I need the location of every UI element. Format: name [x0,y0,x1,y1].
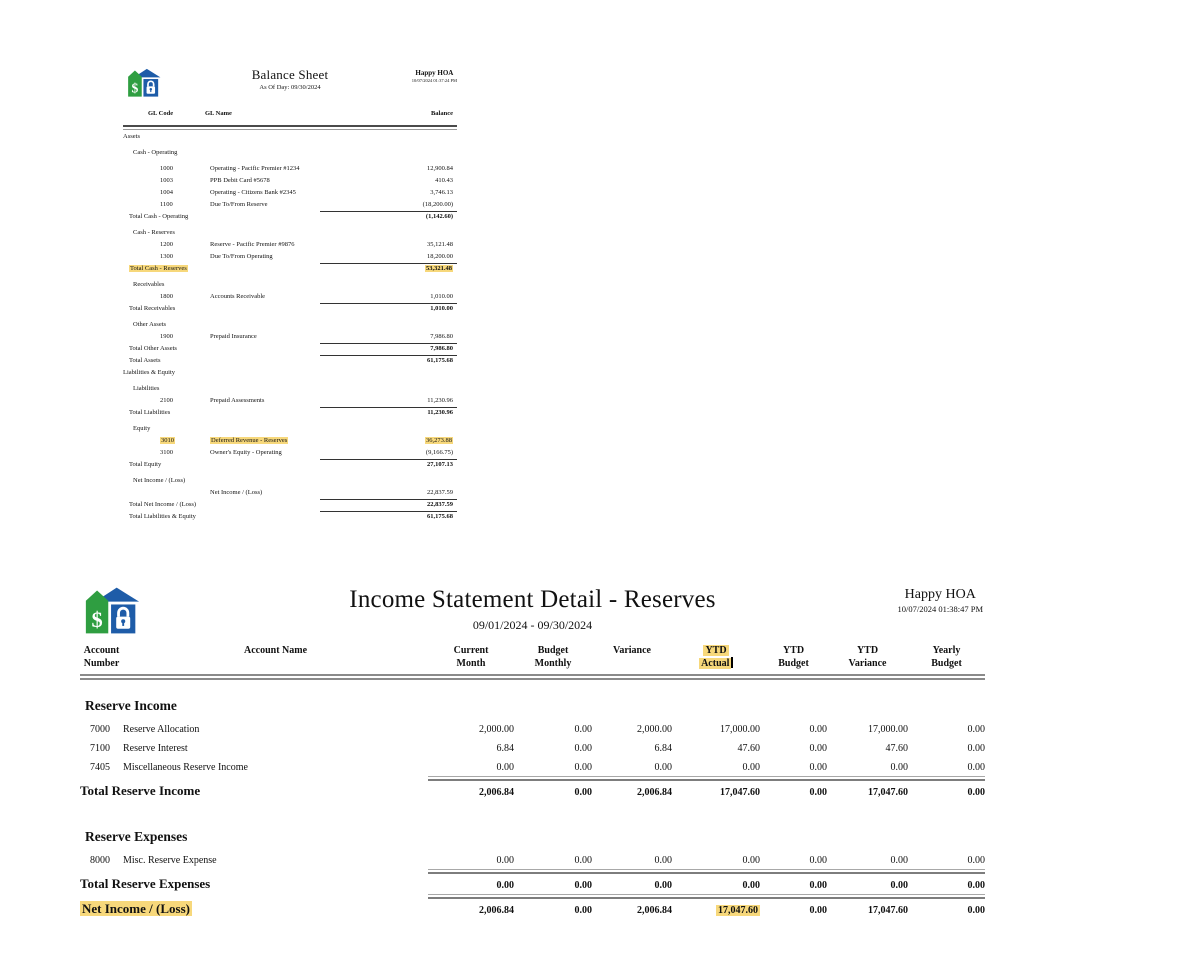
spacer [80,680,985,696]
is-column-header-line: YTD [856,645,879,656]
bs-balance-value: 11,230.96 [427,397,453,404]
bs-account-row [123,186,457,198]
amount-cell: 17,000.00 [868,724,908,735]
total-label: Total Reserve Expenses [80,876,211,891]
bs-row-label: Total Equity [129,461,162,468]
amount-cell: 6.84 [496,743,514,754]
amount-cell: 0.00 [574,724,592,735]
bs-total-rule [320,303,457,304]
total-amount-cell: 0.00 [742,880,760,891]
bs-balance-value: 1,010.00 [430,293,453,300]
net-income-amount-cell: 0.00 [809,905,827,916]
bs-gl-name: Owner's Equity - Operating [210,449,282,456]
text-caret [731,657,733,668]
bs-row-label: Cash - Reserves [133,229,175,236]
bs-gl-code [160,437,175,444]
amount-cell: 0.00 [890,855,908,866]
bs-row-label: Net Income / (Loss) [133,477,186,484]
net-income-amount-cell: 2,006.84 [479,905,514,916]
bs-row-label: Total Cash - Operating [129,213,189,220]
bs-row-label: Total Other Assets [129,345,177,352]
amount-cell: 6.84 [654,743,672,754]
amount-cell: 0.00 [654,762,672,773]
bs-gl-code: 1900 [160,333,173,340]
bs-row-label [129,265,188,272]
bs-total-rule [320,355,457,356]
bs-gl-code: 1000 [160,165,173,172]
bs-balance-value: 18,200.00 [427,253,453,260]
is-column-header-line: Account [83,645,120,656]
is-column-header-line: Month [456,658,486,669]
bs-gl-code: 1300 [160,253,173,260]
bs-gl-name: Accounts Receivable [210,293,266,300]
bs-total-rule [320,459,457,460]
search-highlight: Total Cash - Reserves [130,265,187,272]
income-statement-title-block [80,586,985,633]
bs-gl-code: 1800 [160,293,173,300]
amount-cell: 2,000.00 [479,724,514,735]
net-income-amount-cell: 2,006.84 [637,905,672,916]
bs-balance-value: 27,107.13 [427,461,453,468]
total-amount-cell: 0.00 [890,880,908,891]
bs-balance-value: 7,986.80 [430,345,453,352]
amount-cell: 17,000.00 [720,724,760,735]
bs-gl-code: 1004 [160,189,173,196]
total-amount-cell: 0.00 [654,880,672,891]
amount-cell: 0.00 [574,743,592,754]
search-highlight: Deferred Revenue - Reserves [211,437,288,444]
bs-balance-value: 12,900.84 [427,165,453,172]
report-timestamp: 10/07/2024 01:37:24 PM [411,78,457,83]
svg-text:$: $ [91,606,103,632]
bs-row-label: Total Liabilities & Equity [129,513,196,520]
is-column-header [123,642,428,670]
bs-col-gl-code: GL Code [148,110,174,117]
is-column-header-line: Budget [537,645,569,656]
income-statement-document [80,584,985,918]
income-statement-period: 09/01/2024 - 09/30/2024 [472,618,593,632]
bs-total-rule [320,407,457,408]
is-column-header [428,642,514,670]
is-column-header-line: Account Name [243,645,308,656]
bs-account-row [123,250,457,262]
bs-col-gl-name: GL Name [205,110,232,117]
amount-cell: 0.00 [967,724,985,735]
bs-balance-value: 7,986.80 [430,333,453,340]
is-column-header-line: Monthly [534,658,572,669]
income-statement-org-block [898,587,983,614]
bs-row-label: Total Liabilities [129,409,171,416]
bs-total-row [123,342,457,354]
is-column-header-line: Variance [613,645,651,656]
section-heading: Reserve Income [85,698,177,713]
bs-total-rule [320,343,457,344]
account-name: Reserve Interest [123,743,188,754]
amount-cell: 0.00 [809,855,827,866]
amount-cell: 0.00 [742,762,760,773]
is-column-header [592,642,672,670]
bs-row-label: Liabilities [133,385,160,392]
is-column-header-line: Number [83,658,120,669]
amount-cell: 47.60 [885,743,908,754]
balance-sheet-as-of-date: As Of Day: 09/30/2024 [259,84,321,91]
bs-col-balance: Balance [430,110,453,117]
report-timestamp: 10/07/2024 01:38:47 PM [897,604,983,614]
bs-row-label: Assets [123,133,140,140]
amount-cell: 2,000.00 [637,724,672,735]
net-income-amount-cell: 0.00 [967,905,985,916]
balance-sheet-document [123,64,457,522]
bs-gl-name [210,437,288,444]
bs-gl-name: Prepaid Insurance [210,333,257,340]
bs-section-row [123,422,457,434]
bs-balance-value: 61,175.68 [427,513,453,520]
total-amount-cell: 0.00 [967,880,985,891]
amount-cell: 0.00 [967,855,985,866]
total-amount-cell: 0.00 [574,787,592,798]
section-heading: Reserve Expenses [85,829,188,844]
bs-gl-name: Net Income / (Loss) [210,489,263,496]
amount-cell: 0.00 [809,724,827,735]
is-column-header-line: Actual [701,658,730,669]
bs-account-row [123,290,457,302]
bs-account-row [123,162,457,174]
org-name: Happy HOA [415,69,454,77]
account-name: Misc. Reserve Expense [123,855,217,866]
is-column-header-line: Current [453,645,489,656]
bs-balance-value: (1,142.60) [425,213,453,220]
bs-section-row [123,366,457,378]
bs-section-row [123,130,457,142]
bs-account-row [123,394,457,406]
total-amount-cell: 17,047.60 [868,787,908,798]
search-highlight: 3010 [161,437,174,444]
bs-gl-name: Operating - Pacific Premier #1234 [210,165,300,172]
bs-balance-value [425,437,453,444]
bs-balance-value: (9,166.75) [425,449,453,456]
bs-gl-code: 1200 [160,241,173,248]
bs-total-rule [320,499,457,500]
bs-row-label: Total Net Income / (Loss) [129,501,197,508]
bs-balance-value [425,265,453,272]
income-statement-title: Income Statement Detail - Reserves [349,586,716,613]
balance-sheet-title-block [123,67,457,91]
bs-gl-name: Reserve - Pacific Premier #9876 [210,241,295,248]
total-amount-cell: 0.00 [809,880,827,891]
svg-text:$: $ [131,80,139,96]
bs-row-label: Equity [133,425,151,432]
total-amount-cell: 0.00 [967,787,985,798]
bs-row-label: Cash - Operating [133,149,178,156]
bs-column-headers [123,110,457,120]
bs-row-label: Total Receivables [129,305,176,312]
org-name: Happy HOA [904,587,976,602]
search-highlight: 36,273.88 [426,437,452,444]
amount-cell: 0.00 [496,855,514,866]
bs-balance-value: 22,837.59 [427,489,453,496]
is-column-header [80,642,123,670]
bs-total-row [123,210,457,222]
bs-balance-value: 11,230.96 [427,409,453,416]
bs-gl-code: 2100 [160,397,173,404]
is-column-header-line: Variance [848,658,887,669]
bs-total-row [123,458,457,470]
account-name: Reserve Allocation [123,724,200,735]
search-highlight: 17,047.60 [718,905,758,916]
bs-account-row [123,330,457,342]
bs-row-label: Other Assets [133,321,167,328]
bs-total-row [123,498,457,510]
bs-total-rule [320,263,457,264]
bs-section-row [123,226,457,238]
is-column-header [908,642,985,670]
bs-account-row [123,174,457,186]
bs-section-row [123,382,457,394]
bs-section-row [123,474,457,486]
bs-gl-name: Prepaid Assessments [210,397,265,404]
net-income-amount-cell [672,899,760,918]
amount-cell: 0.00 [890,762,908,773]
amount-cell: 0.00 [574,855,592,866]
amount-cell: 0.00 [742,855,760,866]
net-income-amount-cell: 17,047.60 [868,905,908,916]
is-column-header [827,642,908,670]
bs-account-row [123,434,457,446]
bs-gl-name: PPB Debit Card #5678 [210,177,270,184]
bs-account-row [123,486,457,498]
account-number: 7405 [90,762,110,773]
total-amount-cell: 2,006.84 [637,787,672,798]
bs-balance-value: 61,175.68 [427,357,453,364]
search-highlight: Net Income / (Loss) [82,901,190,916]
is-column-header-line: Budget [778,658,809,669]
is-column-header [672,642,760,670]
balance-sheet-header [123,64,457,104]
account-number: 7000 [90,724,110,735]
bs-account-row [123,198,457,210]
bs-gl-name: Operating - Citizens Bank #2345 [210,189,296,196]
is-column-header-line: YTD [705,645,727,656]
bs-total-row [123,262,457,274]
amount-cell: 0.00 [967,762,985,773]
bs-gl-code: 3100 [160,449,173,456]
bs-gl-name: Due To/From Operating [210,253,273,260]
bs-section-row [123,146,457,158]
total-label: Total Reserve Income [80,783,201,798]
total-amount-cell: 2,006.84 [479,787,514,798]
amount-cell: 0.00 [496,762,514,773]
account-number: 8000 [90,855,110,866]
bs-total-rule [320,211,457,212]
bs-total-row [123,354,457,366]
account-number: 7100 [90,743,110,754]
net-income-amount-cell: 0.00 [574,905,592,916]
balance-sheet-title: Balance Sheet [251,67,329,82]
bs-balance-value: 35,121.48 [427,241,453,248]
net-income-label [80,899,428,918]
bs-account-row [123,238,457,250]
amount-cell: 0.00 [574,762,592,773]
bs-gl-code: 1100 [160,201,173,208]
is-column-header [760,642,827,670]
bs-balance-value: 1,010.00 [430,305,453,312]
bs-balance-value: (18,200.00) [422,201,453,208]
is-column-header-line: YTD [782,645,805,656]
spacer [80,800,985,827]
income-statement-table [80,642,985,918]
total-amount-cell: 0.00 [574,880,592,891]
bs-section-row [123,318,457,330]
total-amount-cell: 0.00 [496,880,514,891]
bs-balance-value: 3,746.13 [430,189,453,196]
bs-section-row [123,278,457,290]
account-name: Miscellaneous Reserve Income [123,762,248,773]
amount-cell: 0.00 [809,743,827,754]
bs-balance-value: 22,837.59 [427,501,453,508]
bs-row-label: Liabilities & Equity [123,369,175,376]
is-column-header-line: Yearly [932,645,961,656]
bs-total-rule [320,511,457,512]
bs-total-row [123,302,457,314]
bs-total-row [123,406,457,418]
total-amount-cell: 17,047.60 [720,787,760,798]
total-amount-cell: 0.00 [809,787,827,798]
amount-cell: 0.00 [967,743,985,754]
amount-cell: 0.00 [809,762,827,773]
bs-row-label: Receivables [133,281,165,288]
amount-cell: 0.00 [654,855,672,866]
bs-balance-value: 410.43 [435,177,453,184]
balance-sheet-rows [123,130,457,522]
search-highlight: 53,321.48 [426,265,452,272]
bs-gl-name: Due To/From Reserve [210,201,268,208]
is-column-header [514,642,592,670]
balance-sheet-org-block [412,69,457,83]
bs-row-label: Total Assets [129,357,161,364]
bs-gl-code: 1003 [160,177,173,184]
bs-total-row [123,510,457,522]
is-column-header-line: Budget [931,658,962,669]
amount-cell: 47.60 [737,743,760,754]
bs-account-row [123,446,457,458]
income-statement-header [80,584,985,642]
